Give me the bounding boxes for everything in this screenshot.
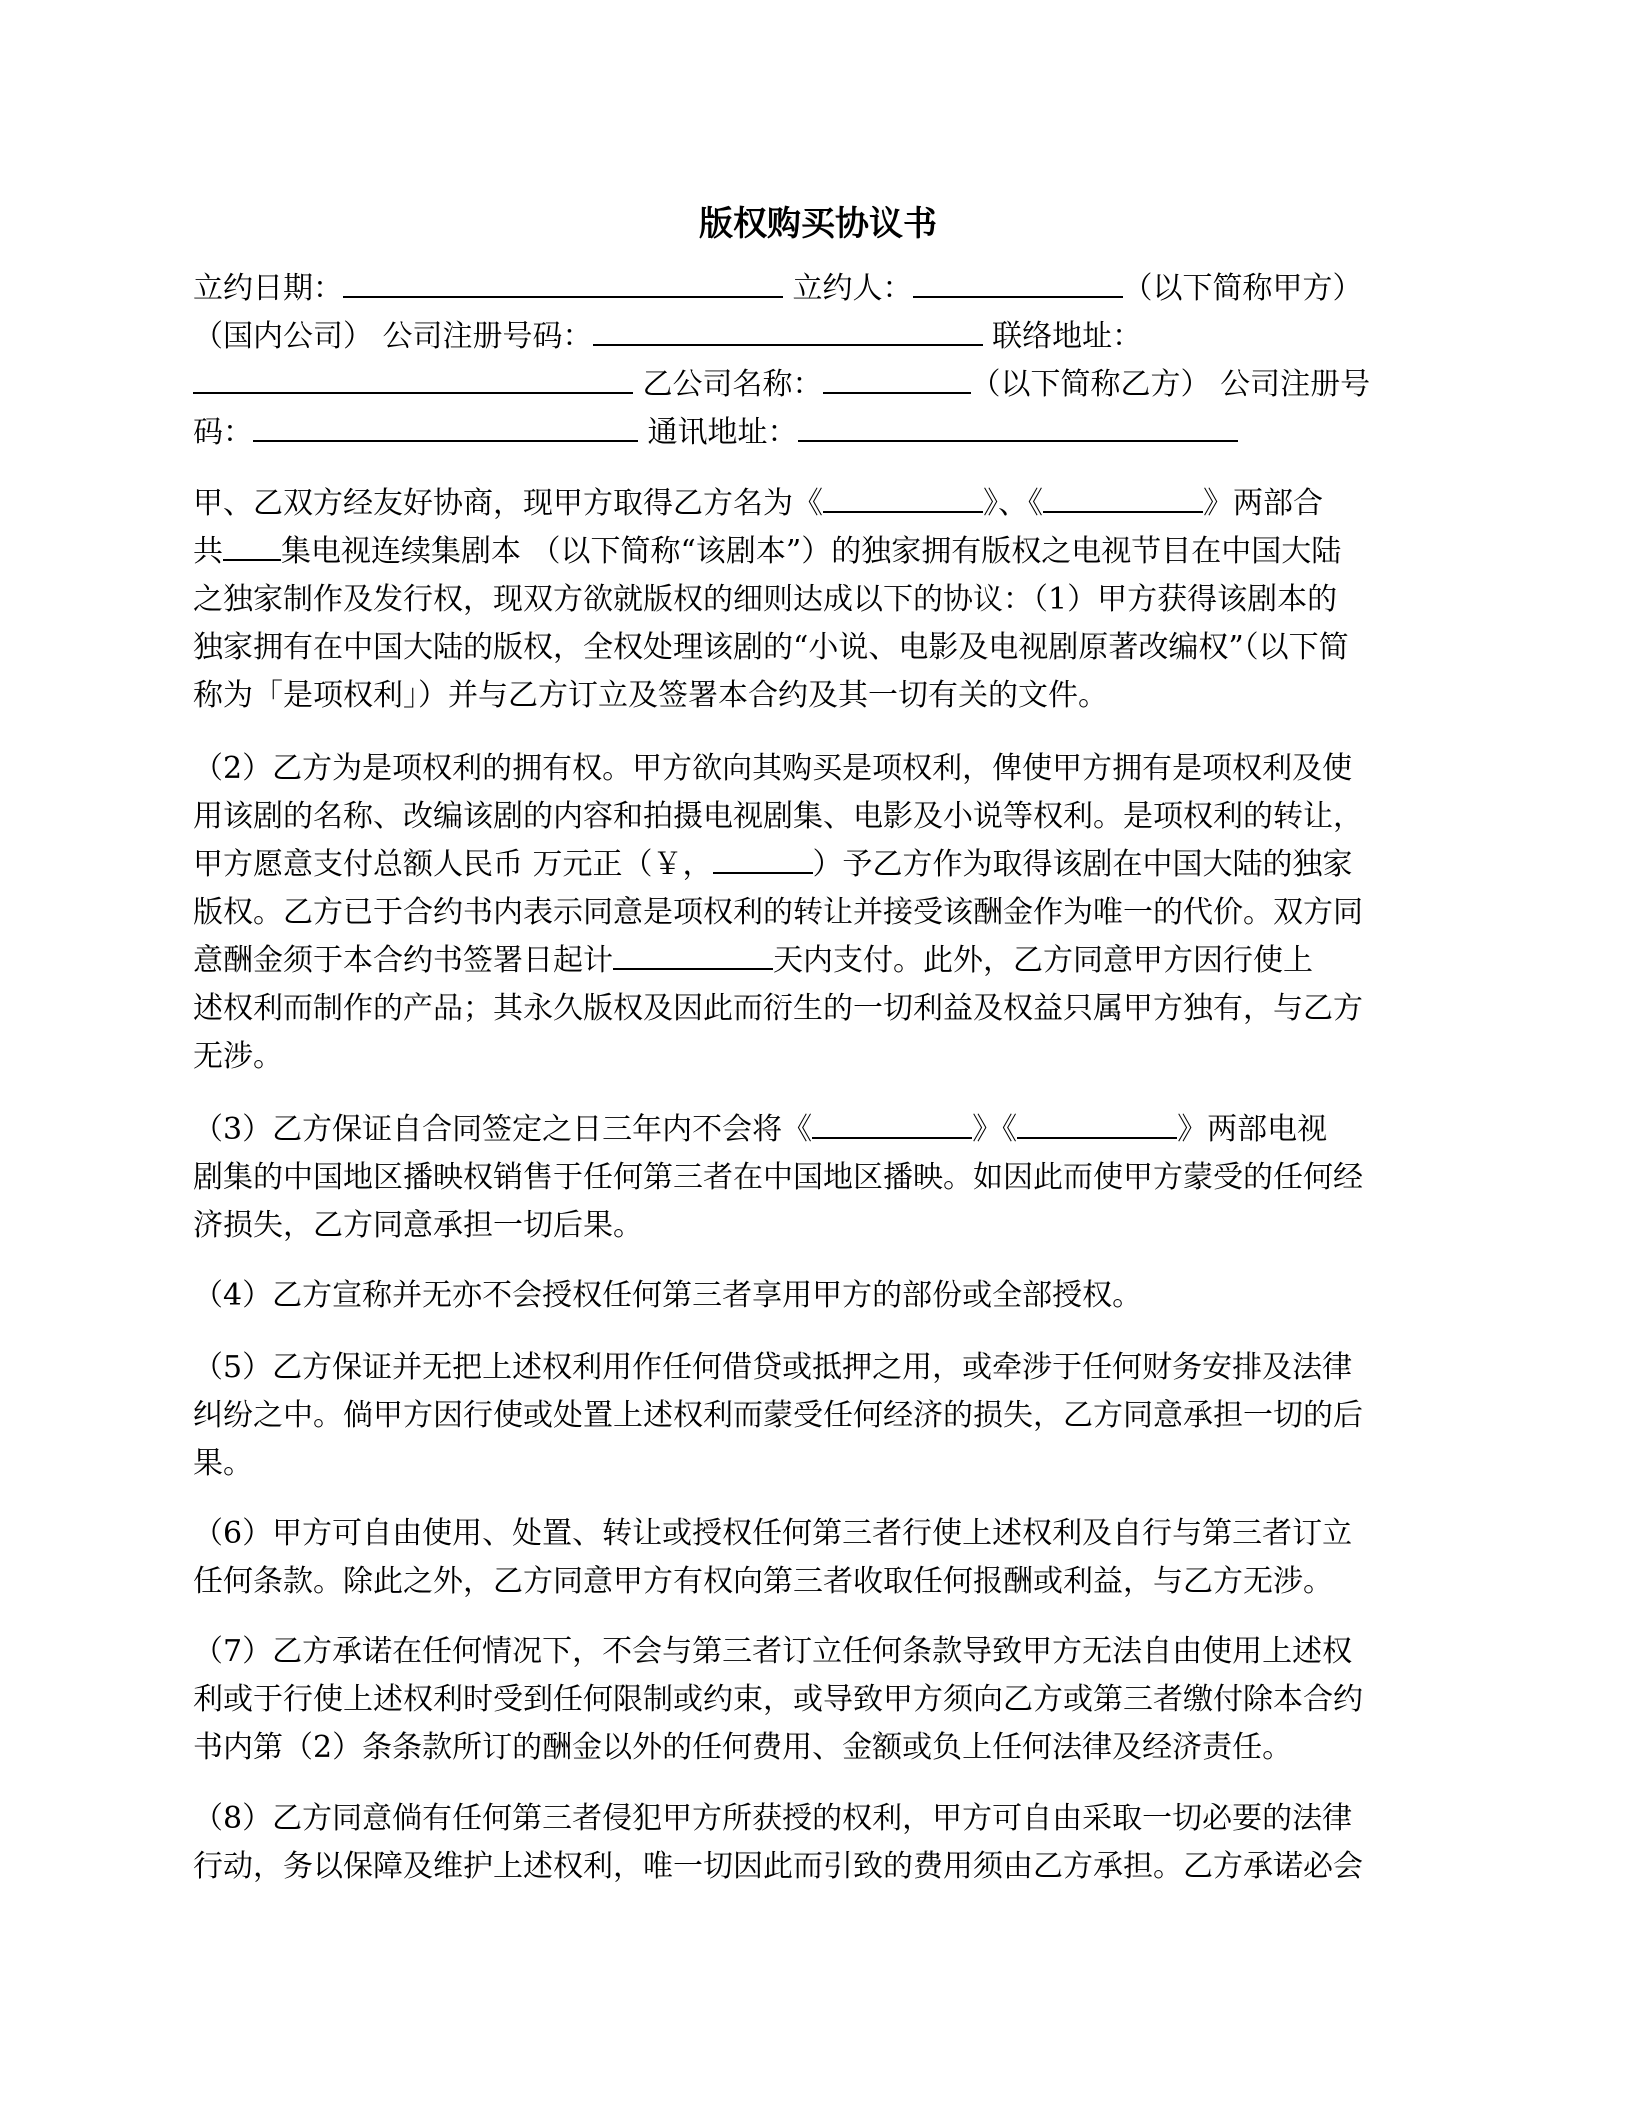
intro-row-2: 共 集电视连续集剧本 （以下简称“该剧本”）的独家拥有版权之电视节目在中国大陆 bbox=[193, 528, 1443, 576]
blank-amount[interactable] bbox=[713, 844, 813, 874]
label-company-b: 乙公司名称： bbox=[642, 367, 823, 402]
clause-7: （7）乙方承诺在任何情况下，不会与第三者订立任何条款导致甲方无法自由使用上述权 利或于行使上述权利时受到任何限制或约束，或导致甲方须向乙方或第三者缴付除本合约 书内第（2）条条款所订的酬金以外的任何费用、金额或负上任何法律及经济责任。 bbox=[193, 1634, 1363, 1765]
label-registration-cont: 码： bbox=[193, 415, 253, 450]
blank-mail-address[interactable] bbox=[798, 412, 1238, 442]
blank-title-1[interactable] bbox=[823, 483, 983, 513]
intro-row-5: 称为「是项权利」）并与乙方订立及签署本合约及其一切有关的文件。 bbox=[193, 678, 1108, 713]
header-line-2 bbox=[193, 316, 1443, 356]
clause-4: （4）乙方宣称并无亦不会授权任何第三者享用甲方的部份或全部授权。 bbox=[193, 1278, 1143, 1313]
blank-series-1[interactable] bbox=[812, 1109, 972, 1139]
intro-row-1: 甲、乙双方经友好协商，现甲方取得乙方名为《 》、《 》两部合 bbox=[193, 480, 1443, 528]
blank-title-2[interactable] bbox=[1043, 483, 1203, 513]
label-party-b-note: （以下简称乙方） 公司注册号 bbox=[970, 367, 1371, 402]
label-registration: （国内公司） 公司注册号码： bbox=[193, 319, 593, 354]
blank-address-a[interactable] bbox=[193, 364, 633, 394]
document-title: 版权购买协议书 bbox=[699, 204, 937, 244]
clause-6: （6）甲方可自由使用、处置、转让或授权任何第三者行使上述权利及自行与第三者订立 任何条款。除此之外，乙方同意甲方有权向第三者收取任何报酬或利益，与乙方无涉。 bbox=[193, 1516, 1353, 1599]
label-party-a-note: （以下简称甲方） bbox=[1122, 271, 1363, 306]
blank-company-b[interactable] bbox=[823, 364, 971, 394]
label-date: 立约日期： bbox=[193, 271, 343, 306]
blank-date[interactable] bbox=[343, 268, 783, 298]
label-party: 立约人： bbox=[792, 271, 913, 306]
clause-3: （3）乙方保证自合同签定之日三年内不会将《 》《 》两部电视 剧集的中国地区播映权销售于任何第三者在中国地区播映。如因此而使甲方蒙受的任何经 济损失，乙方同意承担一切后果。 bbox=[193, 1106, 1443, 1250]
intro-paragraph bbox=[193, 480, 1443, 720]
intro-row-4: 独家拥有在中国大陆的版权，全权处理该剧的“小说、电影及电视剧原著改编权”（以下简 bbox=[193, 630, 1349, 665]
header-line-4 bbox=[193, 412, 1443, 452]
blank-series-2[interactable] bbox=[1017, 1109, 1177, 1139]
clause-2: （2）乙方为是项权利的拥有权。甲方欲向其购买是项权利，俾使甲方拥有是项权利及使 用该剧的名称、改编该剧的内容和拍摄电视剧集、电影及小说等权利。是项权利的转让， 甲方愿意支付总额人民币 万元正（￥， ）予乙方作为取得该剧在中国大陆的独家 版权。乙方已于合约书内表示同意是项权利的转让并接受该酬金作为唯一的代价。双方同 意酬金须于本合约书签署日起计 天内支付。此外，乙方同意甲方因行使上 述权利而制作的产品；其永久版权及因此而衍生的一切利益及权益只属甲方独有，与乙方 无涉。 bbox=[193, 751, 1363, 1074]
label-address: 联络地址： bbox=[992, 319, 1143, 354]
blank-days[interactable] bbox=[613, 940, 773, 970]
blank-episodes[interactable] bbox=[223, 531, 281, 561]
clause-8: （8）乙方同意倘有任何第三者侵犯甲方所获授的权利，甲方可自由采取一切必要的法律 行动，务以保障及维护上述权利，唯一切因此而引致的费用须由乙方承担。乙方承诺必会 bbox=[193, 1801, 1363, 1884]
clause-5: （5）乙方保证并无把上述权利用作任何借贷或抵押之用，或牵涉于任何财务安排及法律 纠纷之中。倘甲方因行使或处置上述权利而蒙受任何经济的损失，乙方同意承担一切的后 果。 bbox=[193, 1350, 1363, 1481]
blank-registration-b[interactable] bbox=[253, 412, 638, 442]
header-line-1 bbox=[193, 268, 1443, 308]
label-mail-address: 通讯地址： bbox=[647, 415, 798, 450]
blank-party-a[interactable] bbox=[913, 268, 1123, 298]
intro-row-3: 之独家制作及发行权，现双方欲就版权的细则达成以下的协议：（1）甲方获得该剧本的 bbox=[193, 582, 1338, 617]
header-line-3 bbox=[193, 364, 1443, 404]
blank-registration-a[interactable] bbox=[593, 316, 983, 346]
